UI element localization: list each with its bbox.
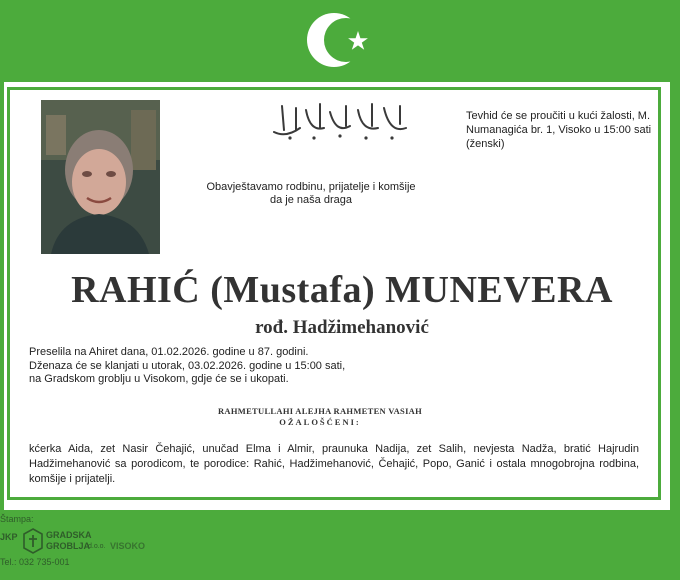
cemetery-logo-icon xyxy=(22,528,44,554)
logo-line-2: GROBLJA xyxy=(46,541,91,551)
mourners-list: kćerka Aida, zet Nasir Čehajić, unučad Elma i Almir, praunuka Nadija, zet Salih, nevjesta Nadža, bratić Hajrudin Hadžimehanović sa porodicom, te porodice: Rahić, Hadžimehanović, Čehajić, Popo, Ganić i ostala mnogobrojna rodbina, komšije i prijatelji. xyxy=(29,443,639,485)
detail-line: Dženaza će se klanjati u utorak, 03.02.2026. godine u 15:00 sati, xyxy=(29,359,346,372)
intro-text: Obavještavamo rodbinu, prijatelje i komšije da je naša draga xyxy=(206,181,416,206)
maiden-name: rođ. Hadžimehanović xyxy=(255,317,429,338)
portrait-photo xyxy=(41,100,160,254)
deceased-name: RAHIĆ (Mustafa) MUNEVERA xyxy=(71,269,613,311)
tevhid-info: Tevhid će se proučiti u kući žalosti, M. Numanagića br. 1, Visoko u 15:00 sati (ženski) xyxy=(466,110,652,150)
detail-line: na Gradskom groblju u Visokom, gdje će se i ukopati. xyxy=(29,373,289,385)
printer-label: Štampa: xyxy=(0,514,34,524)
printer-info xyxy=(0,512,200,580)
printer-logo-text xyxy=(46,530,92,552)
obituary-notice xyxy=(4,82,670,510)
printer-city: VISOKO xyxy=(110,541,146,551)
funeral-details xyxy=(29,346,449,387)
rahmet-prayer: RAHMETULLAHI ALEJHA RAHMETEN VASIAH xyxy=(217,406,423,416)
detail-line: Preselila na Ahiret dana, 01.02.2026. godine u 87. godini. xyxy=(29,346,309,358)
arabic-calligraphy xyxy=(266,98,414,144)
printer-ukp: JKP xyxy=(0,532,18,542)
printer-phone: Tel.: 032 735-001 xyxy=(0,557,70,567)
crescent-star-icon xyxy=(300,8,380,72)
printer-doo: d.o.o. xyxy=(88,543,106,550)
grieving-label: OŽALOŠĆENI: xyxy=(279,417,361,427)
logo-line-1: GRADSKA xyxy=(46,530,92,540)
